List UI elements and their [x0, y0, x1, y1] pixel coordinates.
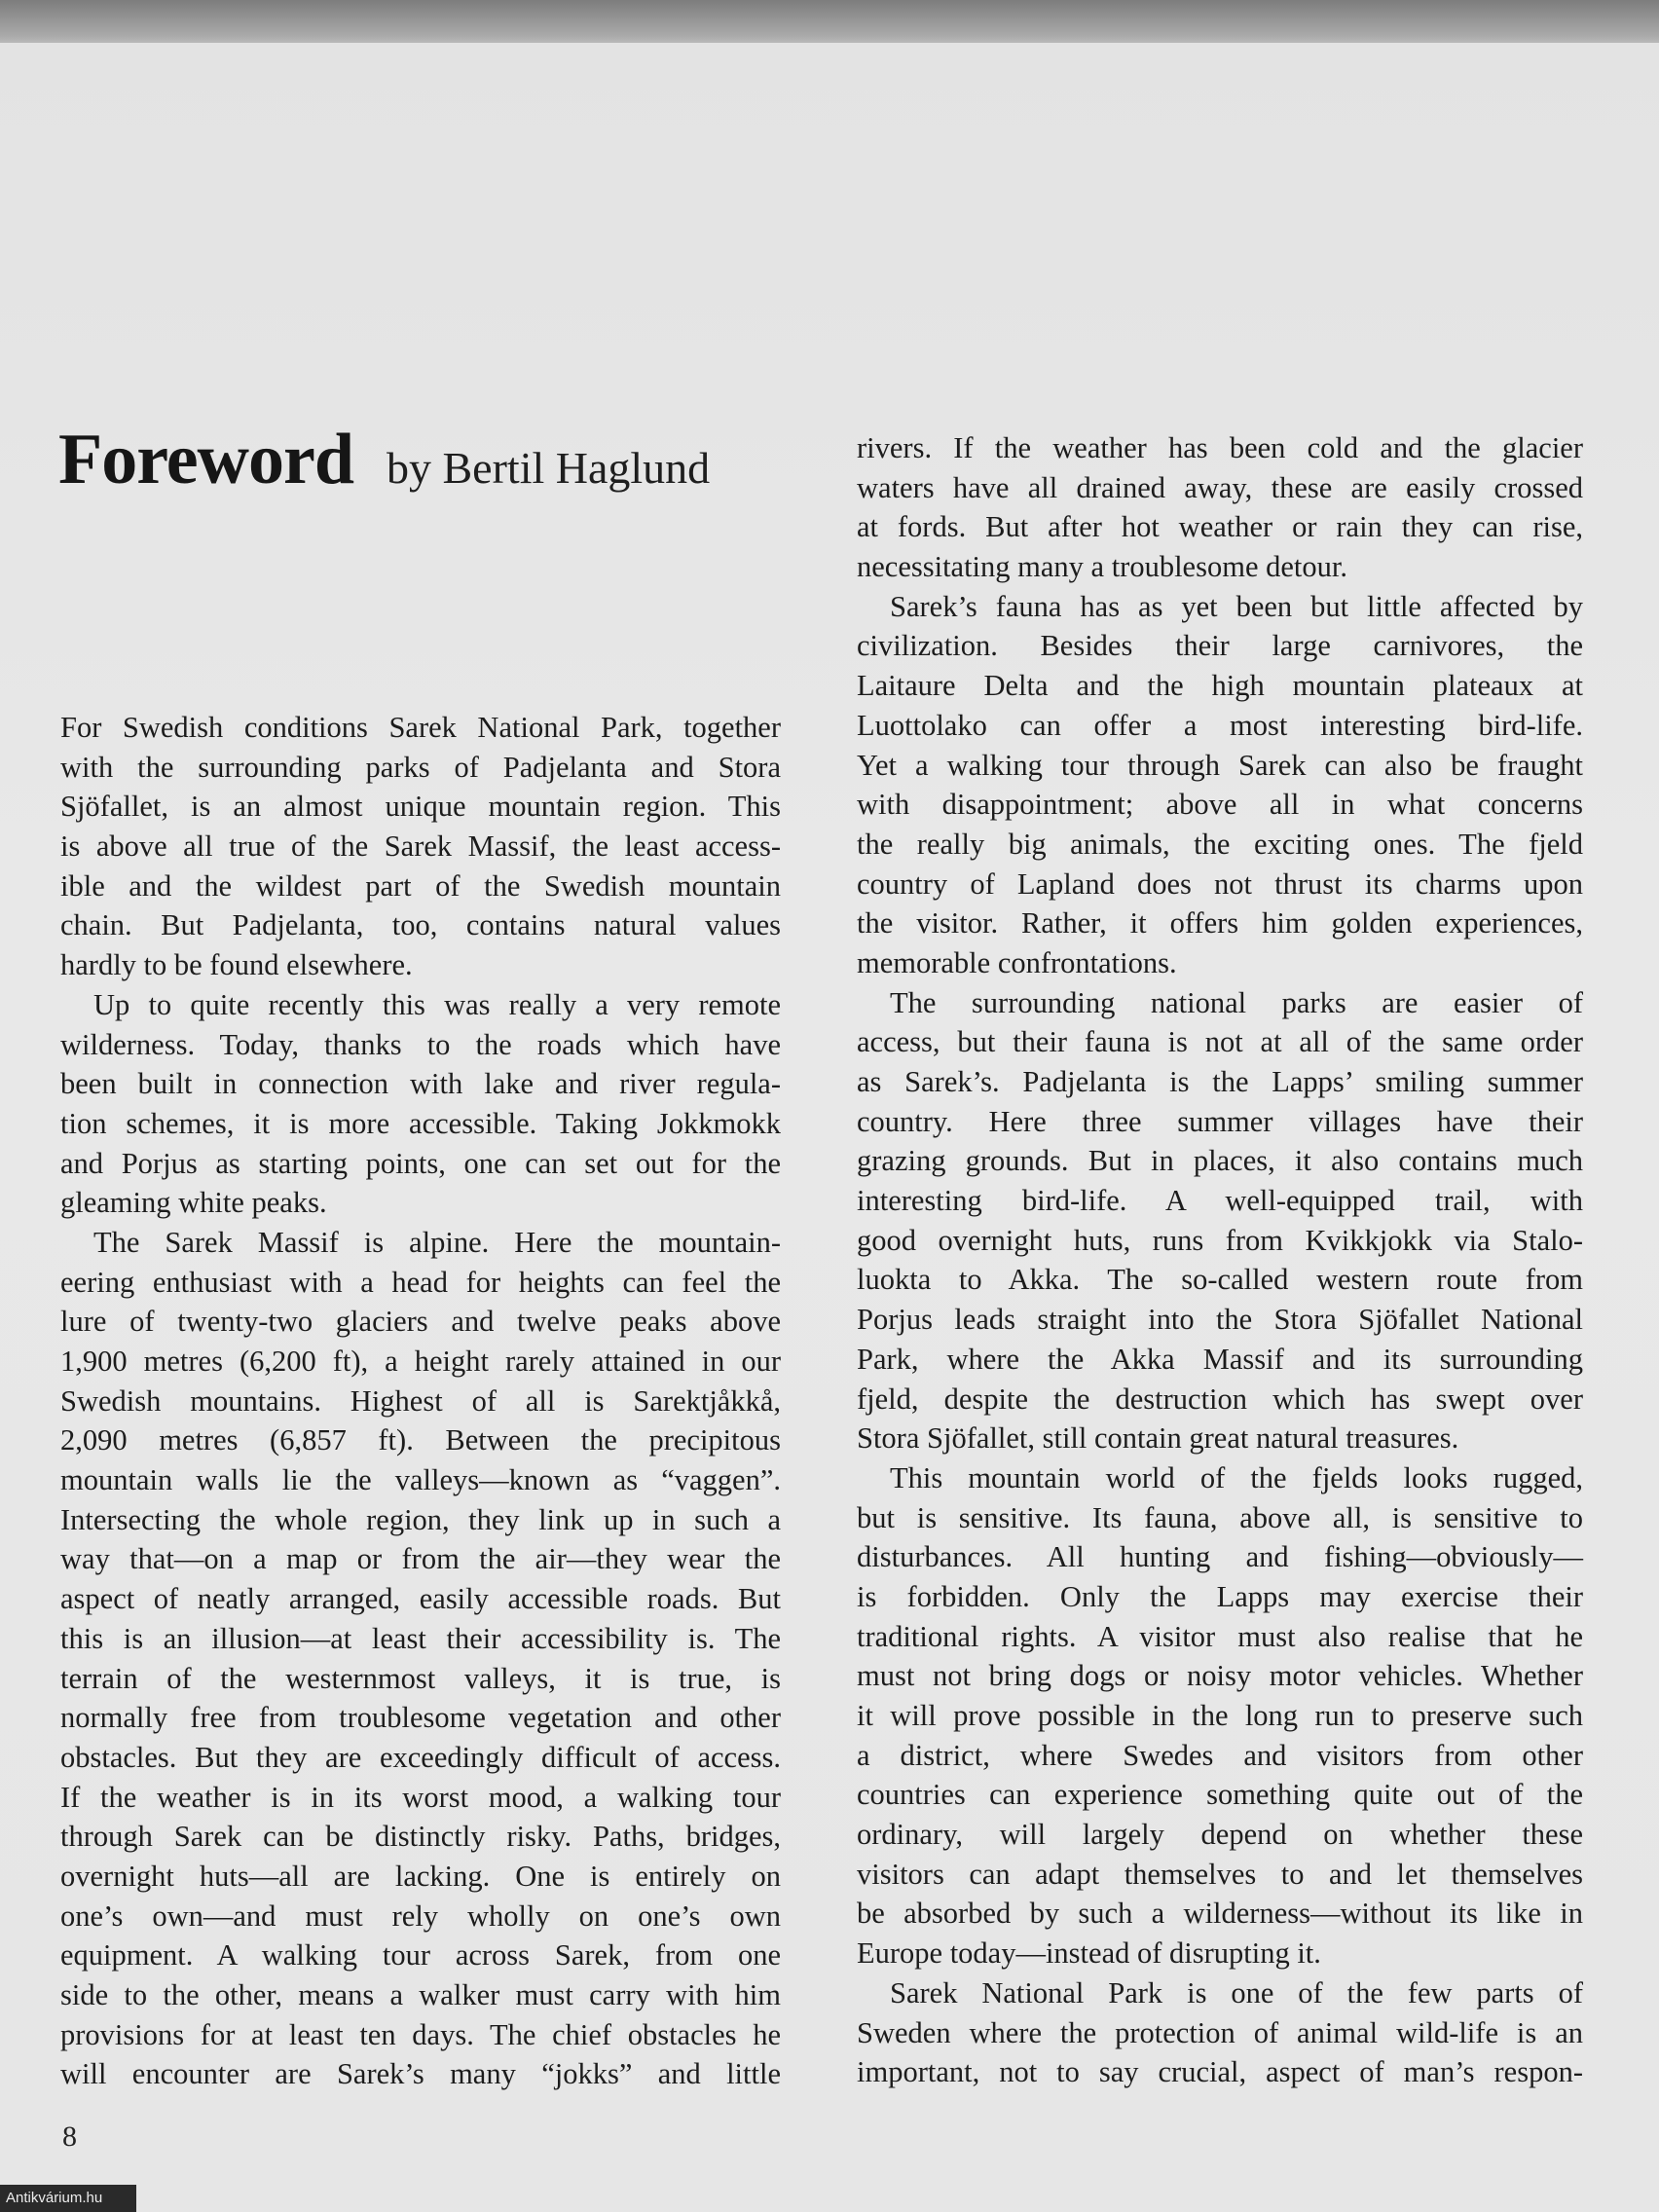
text-line: ible and the wildest part of the Swedish mountain — [60, 868, 781, 903]
text-line: Laitaure Delta and the high mountain plateaux at — [857, 669, 1583, 703]
text-line: good overnight huts, runs from Kvikkjokk via Stalo- — [857, 1223, 1583, 1257]
text-line: important, not to say crucial, aspect of man’s respon- — [857, 2055, 1583, 2089]
text-line: For Swedish conditions Sarek National Park, together — [60, 711, 781, 744]
text-line: visitors can adapt themselves to and let themselves — [857, 1857, 1583, 1891]
text-line: disturbances. All hunting and fishing—obviously— — [857, 1540, 1583, 1574]
text-line: This mountain world of the fjelds looks rugged, — [890, 1460, 1583, 1494]
text-line: Intersecting the whole region, they link up in such a — [60, 1502, 781, 1536]
text-line: way that—on a map or from the air—they wear the — [60, 1542, 781, 1576]
text-line: Sjöfallet, is an almost unique mountain region. This — [60, 790, 781, 824]
text-line: the visitor. Rather, it offers him golden experiences, — [857, 906, 1583, 940]
text-line: If the weather is in its worst mood, a walking tour — [60, 1780, 781, 1814]
text-line: side to the other, means a walker must carry with him — [60, 1978, 781, 2011]
text-line: a district, where Swedes and visitors from other — [857, 1738, 1583, 1772]
text-line: Stora Sjöfallet, still contain great natural treasures. — [857, 1421, 1459, 1456]
text-line: luokta to Akka. The so-called western route from — [857, 1263, 1583, 1297]
text-line: normally free from troublesome vegetation and other — [60, 1701, 781, 1735]
text-line: it will prove possible in the long run to preserve such — [857, 1699, 1583, 1732]
left-text-column — [60, 708, 781, 2094]
text-line: been built in connection with lake and river regula- — [60, 1067, 781, 1101]
text-line: provisions for at least ten days. The chief obstacles he — [60, 2017, 781, 2051]
text-line: rivers. If the weather has been cold and the glacier — [857, 431, 1583, 464]
text-line: is forbidden. Only the Lapps may exercise their — [857, 1579, 1583, 1613]
text-line: terrain of the westernmost valleys, it is true, is — [60, 1661, 781, 1695]
text-line: country. Here three summer villages have their — [857, 1104, 1583, 1138]
text-line: as Sarek’s. Padjelanta is the Lapps’ smiling summer — [857, 1065, 1583, 1098]
text-line: mountain walls lie the valleys—known as “vaggen”. — [60, 1463, 781, 1497]
text-line: waters have all drained away, these are easily crossed — [857, 470, 1583, 504]
text-line: Swedish mountains. Highest of all is Sarektjåkkå, — [60, 1383, 781, 1418]
text-line: civilization. Besides their large carnivores, the — [857, 629, 1583, 663]
text-line: grazing grounds. But in places, it also contains much — [857, 1144, 1583, 1178]
text-line: the really big animals, the exciting ones. The fjeld — [857, 827, 1583, 861]
page-number: 8 — [62, 2120, 77, 2153]
text-line: gleaming white peaks. — [60, 1186, 327, 1220]
author-byline: by Bertil Haglund — [387, 443, 711, 493]
text-line: The surrounding national parks are easier of — [890, 985, 1583, 1019]
right-text-column — [857, 428, 1583, 2092]
text-line: through Sarek can be distinctly risky. Paths, bridges, — [60, 1820, 781, 1854]
text-line: Sweden where the protection of animal wild-life is an — [857, 2015, 1583, 2049]
text-line: be absorbed by such a wilderness—without its like in — [857, 1897, 1583, 1931]
text-line: countries can experience something quite out of the — [857, 1778, 1583, 1812]
text-line: and Porjus as starting points, one can set out for the — [60, 1146, 781, 1180]
page-title: Foreword — [58, 420, 353, 499]
text-line: aspect of neatly arranged, easily accessible roads. But — [60, 1582, 781, 1616]
text-line: Sarek’s fauna has as yet been but little affected by — [890, 589, 1583, 623]
text-line: traditional rights. A visitor must also realise that he — [857, 1619, 1583, 1653]
text-line: one’s own—and must rely wholly on one’s own — [60, 1899, 781, 1933]
text-line: interesting bird-life. A well-equipped trail, with — [857, 1184, 1583, 1218]
text-line: at fords. But after hot weather or rain they can rise, — [857, 510, 1583, 544]
text-line: obstacles. But they are exceedingly difficult of access. — [60, 1740, 781, 1774]
text-line: necessitating many a troublesome detour. — [857, 550, 1347, 584]
watermark-logo: Antikvárium.hu — [0, 2185, 136, 2212]
text-line: eering enthusiast with a head for heights can feel the — [60, 1265, 781, 1299]
text-line: memorable confrontations. — [857, 945, 1177, 979]
text-line: must not bring dogs or noisy motor vehicles. Whether — [857, 1659, 1583, 1693]
text-line: Porjus leads straight into the Stora Sjöfallet National — [857, 1303, 1583, 1337]
text-line: but is sensitive. Its fauna, above all, is sensitive to — [857, 1500, 1583, 1534]
text-line: Up to quite recently this was really a very remote — [93, 987, 781, 1021]
text-line: with the surrounding parks of Padjelanta and Stora — [60, 750, 781, 784]
text-line: chain. But Padjelanta, too, contains natural values — [60, 908, 781, 942]
text-line: equipment. A walking tour across Sarek, from one — [60, 1938, 781, 1972]
text-line: 1,900 metres (6,200 ft), a height rarely attained in our — [60, 1345, 781, 1378]
text-line: wilderness. Today, thanks to the roads which have — [60, 1027, 781, 1061]
text-line: tion schemes, it is more accessible. Taking Jokkmokk — [60, 1106, 781, 1140]
text-line: is above all true of the Sarek Massif, the least access- — [60, 830, 781, 864]
foreword-heading — [58, 419, 798, 501]
text-line: fjeld, despite the destruction which has swept over — [857, 1382, 1583, 1416]
text-line: this is an illusion—at least their accessibility is. The — [60, 1621, 781, 1655]
text-line: will encounter are Sarek’s many “jokks” and little — [60, 2057, 781, 2091]
text-line: with disappointment; above all in what concerns — [857, 788, 1583, 822]
text-line: access, but their fauna is not at all of the same order — [857, 1025, 1583, 1059]
text-line: Sarek National Park is one of the few parts of — [890, 1975, 1583, 2009]
text-line: hardly to be found elsewhere. — [60, 948, 413, 982]
text-line: lure of twenty-two glaciers and twelve peaks above — [60, 1305, 781, 1339]
text-line: Yet a walking tour through Sarek can also be fraught — [857, 748, 1583, 782]
text-line: country of Lapland does not thrust its charms upon — [857, 866, 1583, 901]
text-line: overnight huts—all are lacking. One is entirely on — [60, 1859, 781, 1893]
text-line: Park, where the Akka Massif and its surrounding — [857, 1342, 1583, 1376]
text-line: Luottolako can offer a most interesting bird-life. — [857, 708, 1583, 742]
text-line: ordinary, will largely depend on whether these — [857, 1818, 1583, 1852]
text-line: Europe today—instead of disrupting it. — [857, 1936, 1321, 1971]
text-line: The Sarek Massif is alpine. Here the mountain- — [93, 1225, 781, 1259]
text-line: 2,090 metres (6,857 ft). Between the precipitous — [60, 1423, 781, 1457]
